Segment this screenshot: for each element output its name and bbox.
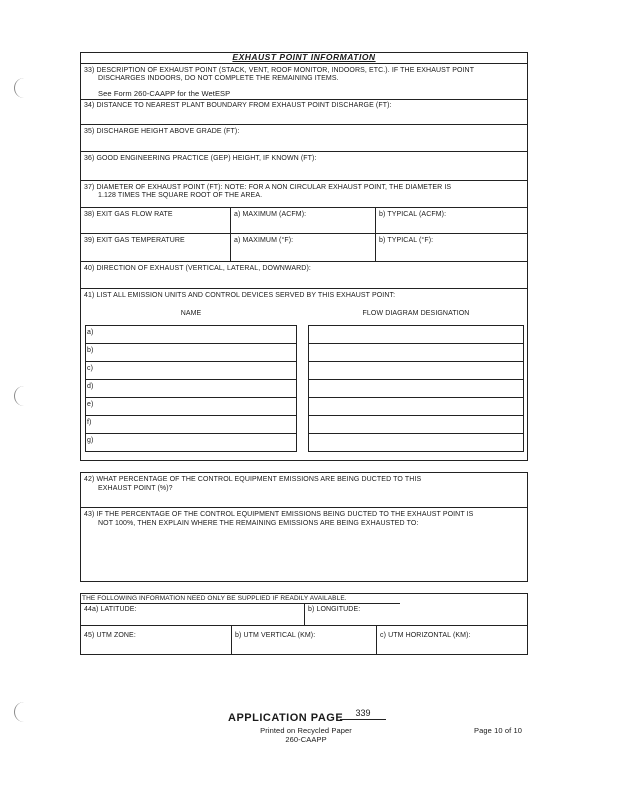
divider: [80, 124, 528, 125]
q33-label-cont: DISCHARGES INDOORS, DO NOT COMPLETE THE REMAINING ITEMS.: [98, 75, 339, 82]
divider: [80, 63, 528, 64]
q38-label: 38) EXIT GAS FLOW RATE: [84, 211, 173, 218]
q42-label-cont: EXHAUST POINT (%)?: [98, 485, 173, 492]
divider: [308, 379, 524, 380]
divider: [85, 397, 297, 398]
divider: [80, 233, 528, 234]
divider: [308, 343, 524, 344]
divider: [80, 507, 528, 508]
q37-label-cont: 1.128 TIMES THE SQUARE ROOT OF THE AREA.: [98, 192, 263, 199]
divider: [375, 207, 376, 261]
optional-info-note: THE FOLLOWING INFORMATION NEED ONLY BE SUPPLIED IF READILY AVAILABLE.: [82, 595, 347, 602]
row-label-e: e): [87, 401, 94, 408]
q37-label: 37) DIAMETER OF EXHAUST POINT (FT): NOTE: FOR A NON CIRCULAR EXHAUST POINT, THE DIAMETER IS: [84, 184, 452, 191]
divider: [308, 415, 524, 416]
divider: [80, 151, 528, 152]
divider: [308, 397, 524, 398]
row-label-g: g): [87, 437, 94, 444]
q38b-label: b) TYPICAL (ACFM):: [379, 211, 447, 218]
divider: [85, 343, 297, 344]
binder-hole-mark: [14, 702, 25, 722]
page-number: Page 10 of 10: [474, 726, 523, 735]
row-label-d: d): [87, 383, 94, 390]
q43-label-cont: NOT 100%, THEN EXPLAIN WHERE THE REMAINING EMISSIONS ARE BEING EXHAUSTED TO:: [98, 520, 419, 527]
q33-label: 33) DESCRIPTION OF EXHAUST POINT (STACK, VENT, ROOF MONITOR, INDOORS, ETC.). IF THE EXHAUST POINT: [84, 67, 475, 74]
binder-hole-mark: [14, 78, 25, 98]
row-label-a: a): [87, 329, 94, 336]
divider: [231, 625, 232, 655]
q40-label: 40) DIRECTION OF EXHAUST (VERTICAL, LATERAL, DOWNWARD):: [84, 265, 311, 272]
divider: [85, 361, 297, 362]
q44b-label: b) LONGITUDE:: [308, 606, 361, 613]
binder-hole-mark: [14, 386, 25, 406]
row-label-c: c): [87, 365, 94, 372]
q36-label: 36) GOOD ENGINEERING PRACTICE (GEP) HEIGHT, IF KNOWN (FT):: [84, 155, 317, 162]
divider: [80, 288, 528, 289]
application-page-number: 339: [340, 707, 386, 720]
q39a-label: a) MAXIMUM (°F):: [234, 237, 294, 244]
divider: [80, 261, 528, 262]
row-label-b: b): [87, 347, 94, 354]
q45c-label: c) UTM HORIZONTAL (KM):: [380, 632, 471, 639]
q41-label: 41) LIST ALL EMISSION UNITS AND CONTROL DEVICES SERVED BY THIS EXHAUST POINT:: [84, 292, 396, 299]
q34-label: 34) DISTANCE TO NEAREST PLANT BOUNDARY FROM EXHAUST POINT DISCHARGE (FT):: [84, 102, 392, 109]
divider: [230, 207, 231, 261]
divider: [308, 433, 524, 434]
application-page-label: APPLICATION PAGE: [228, 712, 344, 724]
q43-label: 43) IF THE PERCENTAGE OF THE CONTROL EQUIPMENT EMISSIONS BEING DUCTED TO THE EXHAUST POINT IS: [84, 511, 474, 518]
divider: [85, 433, 297, 434]
recycled-paper-note: Printed on Recycled Paper: [260, 726, 352, 735]
divider: [304, 603, 305, 625]
q45b-label: b) UTM VERTICAL (KM):: [235, 632, 316, 639]
q38a-label: a) MAXIMUM (ACFM):: [234, 211, 307, 218]
row-label-f: f): [87, 419, 92, 426]
divider: [80, 99, 528, 100]
flow-diagram-column-header: FLOW DIAGRAM DESIGNATION: [362, 310, 470, 317]
divider: [85, 379, 297, 380]
q42-label: 42) WHAT PERCENTAGE OF THE CONTROL EQUIPMENT EMISSIONS ARE BEING DUCTED TO THIS: [84, 476, 422, 483]
q44a-label: 44a) LATITUDE:: [84, 606, 137, 613]
name-column-header: NAME: [180, 310, 202, 317]
divider: [80, 207, 528, 208]
form-id: 260-CAAPP: [285, 735, 327, 744]
section-title: EXHAUST POINT INFORMATION: [232, 52, 376, 62]
q39-label: 39) EXIT GAS TEMPERATURE: [84, 237, 185, 244]
divider: [85, 415, 297, 416]
q35-label: 35) DISCHARGE HEIGHT ABOVE GRADE (FT):: [84, 128, 240, 135]
divider: [376, 625, 377, 655]
divider: [80, 625, 528, 626]
divider: [308, 361, 524, 362]
divider: [80, 603, 400, 604]
q33-answer[interactable]: See Form 260-CAAPP for the WetESP: [98, 89, 231, 98]
q39b-label: b) TYPICAL (°F):: [379, 237, 434, 244]
q45-label: 45) UTM ZONE:: [84, 632, 136, 639]
divider: [80, 180, 528, 181]
